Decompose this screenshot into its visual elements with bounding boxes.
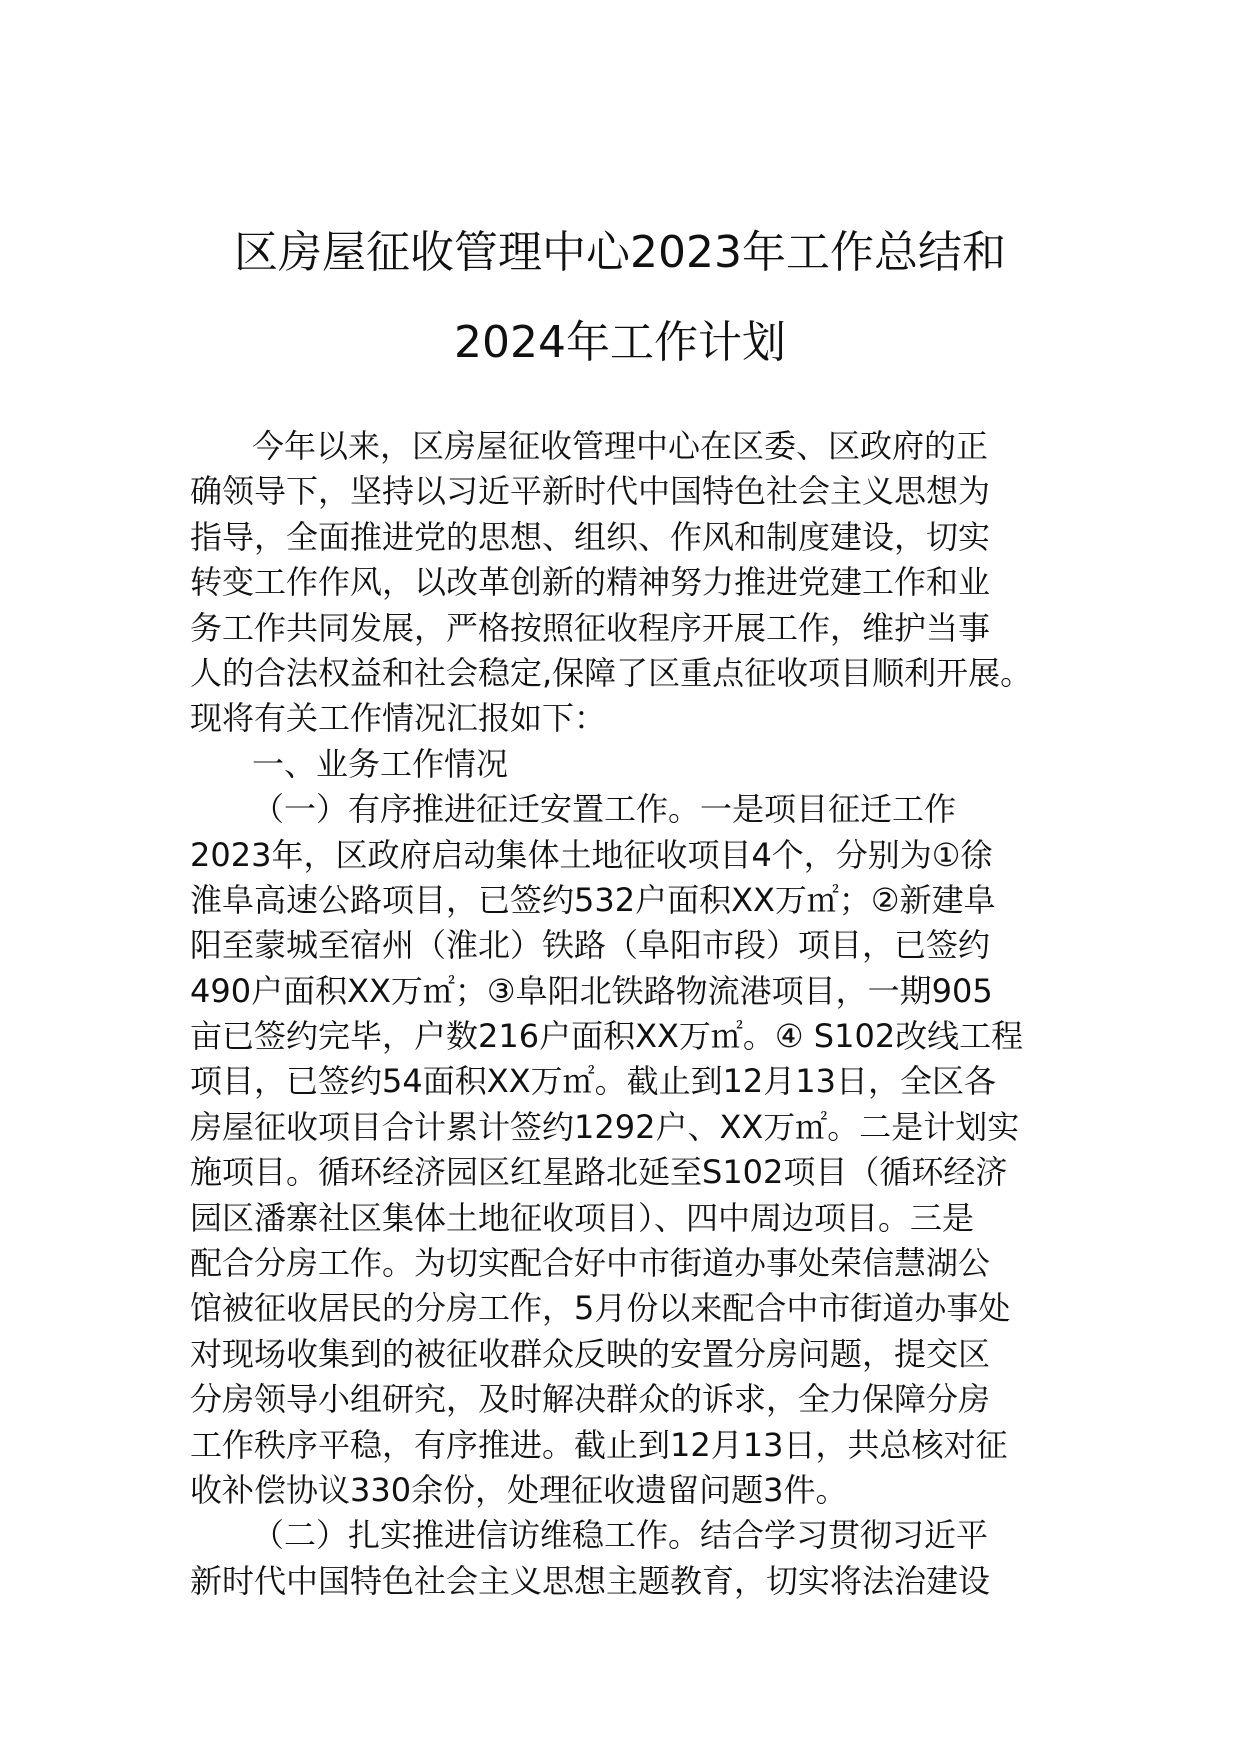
paragraph-line: 房屋征收项目合计累计签约1292户、XX万㎡。二是计划实 [190,1107,1020,1146]
paragraph-line: （一）有序推进征迁安置工作。一是项目征迁工作 [252,790,957,829]
paragraph-line: 今年以来，区房屋征收管理中心在区委、区政府的正 [252,427,989,465]
paragraph-line: 园区潘寨社区集体土地征收项目）、四中周边项目。三是 [190,1198,975,1237]
paragraph-line: （二）扎实推进信访维稳工作。结合学习贯彻习近平 [252,1516,989,1555]
paragraph-line: 工作秩序平稳，有序推进。截止到12月13日，共总核对征 [190,1425,1008,1464]
paragraph-line: 收补偿协议330余份，处理征收遗留问题3件。 [190,1470,848,1509]
section-heading: 一、业务工作情况 [252,744,509,783]
paragraph-line: 项目，已签约54面积XX万㎡。截止到12月13日，全区各 [190,1062,997,1101]
title-line-2: 2024年工作计划 [454,317,786,368]
paragraph-line: 指导，全面推进党的思想、组织、作风和制度建设，切实 [190,517,991,556]
document-title [150,208,1090,388]
title-line-1: 区房屋征收管理中心2023年工作总结和 [234,227,1006,278]
paragraph-line: 施项目。循环经济园区红星路北延至S102项目（循环经济 [190,1153,1008,1192]
paragraph-line: 转变工作作风，以改革创新的精神努力推进党建工作和业 [190,563,991,602]
paragraph-line: 确领导下，坚持以习近平新时代中国特色社会主义思想为 [190,472,991,511]
paragraph-line: 阳至蒙城至宿州（淮北）铁路（阜阳市段）项目，已签约 [190,926,991,965]
paragraph-line: 分房领导小组研究，及时解决群众的诉求，全力保障分房 [190,1380,991,1419]
paragraph-line: 现将有关工作情况汇报如下： [190,699,607,738]
paragraph-line: 淮阜高速公路项目，已签约532户面积XX万㎡；②新建阜 [190,880,996,919]
document-body [190,424,1070,1604]
paragraph-line: 馆被征收居民的分房工作，5月份以来配合中市街道办事处 [190,1289,1011,1328]
paragraph-line: 配合分房工作。为切实配合好中市街道办事处荣信慧湖公 [190,1244,991,1283]
paragraph-line: 2023年，区政府启动集体土地征收项目4个，分别为①徐 [190,835,993,874]
paragraph-line: 新时代中国特色社会主义思想主题教育，切实将法治建设 [190,1561,991,1600]
paragraph-line: 对现场收集到的被征收群众反映的安置分房问题，提交区 [190,1334,991,1373]
paragraph-line: 务工作共同发展，严格按照征收程序开展工作，维护当事 [190,608,991,647]
paragraph-line: 人的合法权益和社会稳定,保障了区重点征收项目顺利开展。 [190,653,1033,692]
paragraph-line: 490户面积XX万㎡；③阜阳北铁路物流港项目，一期905 [190,971,993,1010]
paragraph-line: 亩已签约完毕，户数216户面积XX万㎡。④ S102改线工程 [190,1017,1024,1056]
